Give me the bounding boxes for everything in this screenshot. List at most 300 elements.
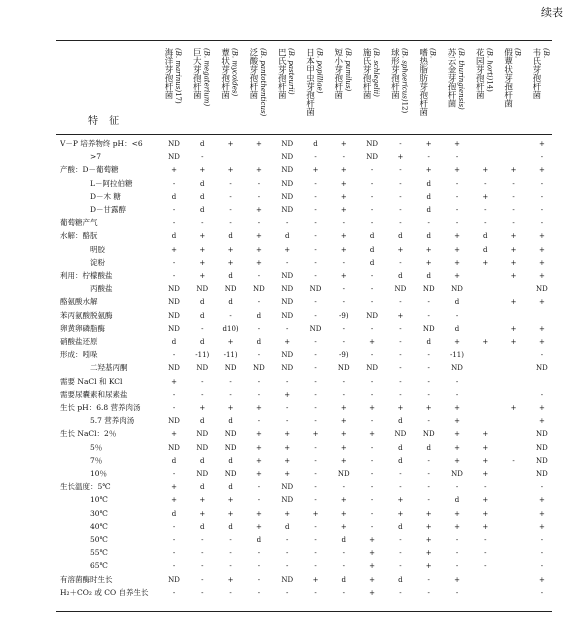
table-cell: ND bbox=[366, 140, 378, 148]
table-cell: d bbox=[200, 206, 205, 214]
table-cell bbox=[473, 138, 497, 150]
table-cell: + bbox=[482, 192, 489, 201]
table-cell: - bbox=[399, 258, 402, 267]
table-cell: ND bbox=[366, 364, 378, 373]
table-cell: - bbox=[172, 470, 176, 478]
table-cell: ND bbox=[281, 311, 294, 320]
table-cell: + bbox=[369, 338, 376, 346]
table-cell: - bbox=[229, 377, 232, 386]
table-cell bbox=[502, 151, 526, 163]
table-cell: ND bbox=[536, 456, 548, 465]
latin-name: (B. megaterium) bbox=[202, 48, 211, 107]
table-cell: - bbox=[399, 377, 402, 386]
table-cell: - bbox=[172, 258, 176, 267]
table-cell: ND bbox=[224, 285, 237, 294]
column-header-cn: 短小芽孢杆菌 bbox=[332, 48, 343, 99]
table-cell: + bbox=[482, 338, 489, 346]
column-header-cn: 泛酸芽孢杆菌 bbox=[247, 48, 258, 99]
table-cell: ND bbox=[536, 285, 548, 294]
column-header-latin bbox=[541, 48, 551, 128]
table-cell: - bbox=[314, 311, 317, 320]
table-cell: + bbox=[425, 522, 432, 531]
table-cell: + bbox=[199, 245, 206, 254]
table-cell: - bbox=[257, 192, 261, 201]
table-cell: + bbox=[340, 245, 347, 254]
table-cell: - bbox=[427, 417, 430, 426]
row-label: 卵黄卵磷脂酶 bbox=[60, 323, 105, 333]
column-header-latin bbox=[258, 48, 268, 128]
table-cell: d bbox=[200, 311, 205, 320]
table-cell: - bbox=[314, 404, 317, 412]
table-cell: d bbox=[228, 522, 233, 531]
table-cell: - bbox=[370, 496, 374, 505]
table-cell: - bbox=[257, 351, 261, 360]
row-label: 10％ bbox=[90, 469, 108, 478]
latin-name: (B. bbox=[513, 48, 522, 59]
latin-name: (B. thuringiensis) bbox=[457, 48, 465, 110]
table-cell: - bbox=[370, 522, 374, 531]
table-cell: ND bbox=[309, 324, 322, 333]
table-cell: + bbox=[340, 443, 347, 452]
table-cell: + bbox=[538, 575, 545, 584]
table-cell: ND bbox=[196, 430, 209, 439]
table-cell: + bbox=[510, 166, 517, 175]
column-header-cn: 施氏芽孢杆菌 bbox=[361, 48, 372, 99]
table-cell: + bbox=[340, 430, 347, 439]
table-cell bbox=[473, 574, 497, 586]
table-cell: - bbox=[257, 179, 261, 188]
table-cell: + bbox=[171, 483, 177, 492]
table-cell: + bbox=[510, 232, 517, 241]
table-cell: d bbox=[426, 272, 431, 280]
table-cell: - bbox=[370, 443, 374, 452]
table-cell: ND bbox=[281, 166, 294, 175]
table-cell: - bbox=[201, 549, 204, 558]
table-cell: - bbox=[427, 311, 430, 320]
row-label: 55℃ bbox=[90, 548, 108, 558]
table-cell: - bbox=[314, 417, 317, 426]
latin-name: (B. bbox=[428, 48, 437, 59]
table-cell: d bbox=[454, 324, 460, 333]
table-cell: - bbox=[399, 483, 402, 492]
table-cell: - bbox=[370, 417, 374, 426]
table-cell: + bbox=[454, 404, 460, 412]
table-cell: + bbox=[369, 549, 376, 558]
table-cell: - bbox=[229, 219, 232, 228]
row-label: D－甘露醇 bbox=[90, 205, 127, 214]
table-cell: + bbox=[538, 272, 545, 280]
column-header-latin bbox=[428, 48, 438, 128]
table-cell: - bbox=[314, 219, 317, 228]
table-cell: - bbox=[201, 390, 204, 399]
table-cell: + bbox=[454, 338, 460, 346]
table-cell: + bbox=[454, 430, 460, 439]
table-cell: -11) bbox=[449, 351, 464, 360]
table-cell: - bbox=[484, 562, 487, 571]
table-cell: ND bbox=[196, 285, 209, 294]
table-cell bbox=[502, 534, 526, 546]
table-cell: ND bbox=[253, 285, 265, 294]
table-cell: - bbox=[342, 562, 345, 571]
row-label: 7％ bbox=[90, 455, 103, 465]
table-cell: d bbox=[398, 232, 403, 241]
table-cell bbox=[473, 415, 497, 427]
table-cell: - bbox=[314, 338, 317, 346]
column-header-latin bbox=[456, 48, 466, 128]
table-cell: - bbox=[399, 219, 402, 228]
row-label: 利用：柠檬酸盐 bbox=[60, 271, 113, 280]
table-cell: + bbox=[312, 166, 319, 175]
table-cell: - bbox=[540, 483, 544, 492]
table-cell: + bbox=[199, 509, 206, 518]
table-cell: - bbox=[172, 522, 176, 531]
table-cell: d bbox=[200, 522, 205, 531]
table-cell bbox=[530, 376, 554, 388]
table-cell: + bbox=[482, 496, 489, 505]
table-cell: d bbox=[426, 443, 431, 452]
column-header-latin bbox=[399, 48, 409, 128]
table-cell: + bbox=[454, 272, 460, 280]
table-cell bbox=[502, 494, 526, 506]
table-cell: - bbox=[201, 324, 204, 333]
latin-name: (B. schlegelii) bbox=[372, 48, 381, 97]
table-cell: - bbox=[314, 364, 317, 373]
table-cell bbox=[473, 587, 497, 599]
column-header-latin bbox=[286, 48, 296, 128]
row-label: 产酸：D－葡萄糖 bbox=[60, 165, 119, 175]
row-label: 需要尿囊素和尿素盐 bbox=[60, 389, 128, 399]
table-cell: - bbox=[399, 364, 402, 373]
table-cell: + bbox=[425, 140, 432, 148]
table-cell: ND bbox=[281, 179, 294, 188]
table-cell: - bbox=[370, 298, 374, 307]
table-cell: - bbox=[427, 575, 430, 584]
table-cell: + bbox=[227, 496, 234, 505]
table-cell: + bbox=[538, 404, 545, 412]
column-header-latin bbox=[315, 48, 325, 128]
table-cell: - bbox=[286, 417, 289, 426]
table-cell bbox=[502, 415, 526, 427]
table-cell: - bbox=[455, 549, 459, 558]
table-cell: + bbox=[482, 258, 489, 267]
column-header-latin bbox=[371, 48, 381, 128]
table-cell: - bbox=[455, 179, 459, 188]
table-cell: - bbox=[229, 390, 232, 399]
row-label: 丙酸盐 bbox=[90, 284, 113, 294]
table-cell: + bbox=[340, 417, 347, 426]
table-cell: - bbox=[257, 496, 261, 505]
row-label: 需要 NaCl 和 KCl bbox=[60, 376, 123, 386]
table-cell: + bbox=[284, 509, 291, 518]
table-cell: + bbox=[171, 377, 177, 386]
table-cell: + bbox=[454, 509, 460, 518]
table-cell: - bbox=[370, 179, 374, 188]
table-cell: ND bbox=[309, 285, 322, 294]
table-cell: - bbox=[540, 219, 544, 228]
table-cell: - bbox=[370, 166, 374, 175]
table-cell: - bbox=[342, 285, 345, 294]
table-cell: - bbox=[229, 206, 232, 214]
table-cell: ND bbox=[536, 364, 548, 373]
table-cell: + bbox=[255, 430, 262, 439]
table-cell: ND bbox=[281, 192, 294, 201]
row-label: 生长 pH：6.8 营养肉汤 bbox=[60, 403, 141, 412]
table-cell bbox=[502, 138, 526, 150]
table-cell: - bbox=[286, 549, 289, 558]
row-label: 葡萄糖产气 bbox=[60, 218, 98, 228]
table-cell: ND bbox=[281, 298, 294, 307]
table-cell: + bbox=[284, 390, 291, 399]
table-cell: d bbox=[398, 456, 403, 465]
reference-mark: 14) bbox=[485, 80, 494, 92]
table-cell: - bbox=[484, 206, 487, 214]
table-cell: - bbox=[540, 588, 544, 597]
table-cell: - bbox=[455, 562, 459, 571]
table-cell: - bbox=[370, 206, 374, 214]
column-header-cn: 苏云金芽孢杆菌 bbox=[446, 48, 456, 108]
table-cell: + bbox=[255, 443, 262, 452]
table-cell: + bbox=[255, 166, 262, 175]
table-cell: - bbox=[172, 404, 176, 412]
table-cell: - bbox=[540, 549, 544, 558]
table-cell: - bbox=[455, 483, 459, 492]
table-cell: + bbox=[255, 470, 262, 478]
table-cell: ND bbox=[281, 285, 294, 294]
table-cell: + bbox=[454, 456, 460, 465]
table-cell: + bbox=[340, 404, 347, 412]
column-header-cn: 巨大芽孢杆菌 bbox=[191, 48, 202, 99]
row-label: 生长 NaCl：2％ bbox=[60, 429, 117, 439]
table-cell: - bbox=[455, 588, 459, 597]
table-cell: - bbox=[342, 377, 345, 386]
table-cell: - bbox=[172, 179, 176, 188]
table-cell: ND bbox=[337, 364, 350, 373]
latin-name: (B. pasteurii) bbox=[287, 48, 296, 95]
table-cell: d bbox=[398, 575, 403, 584]
table-cell: + bbox=[454, 245, 460, 254]
table-cell: ND bbox=[281, 140, 294, 148]
table-cell bbox=[502, 560, 526, 572]
table-cell: d bbox=[200, 338, 205, 346]
column-header-cn: 日本甲虫芽孢杆菌 bbox=[304, 48, 315, 116]
table-cell: - bbox=[286, 562, 289, 571]
table-cell: - bbox=[201, 219, 204, 228]
table-cell: d bbox=[171, 192, 177, 201]
table-cell: - bbox=[342, 153, 345, 162]
table-cell: ND bbox=[224, 470, 237, 478]
column-header-latin bbox=[173, 48, 183, 128]
row-label: 形成：吲哚 bbox=[60, 350, 98, 360]
table-cell: - bbox=[257, 549, 261, 558]
table-cell: d bbox=[369, 232, 375, 241]
table-cell: - bbox=[427, 298, 430, 307]
column-header-latin bbox=[513, 48, 523, 128]
table-cell: - bbox=[257, 298, 261, 307]
table-cell: + bbox=[284, 456, 291, 465]
table-cell: - bbox=[257, 390, 261, 399]
table-cell: + bbox=[340, 179, 347, 188]
table-cell: + bbox=[482, 456, 489, 465]
table-cell bbox=[502, 349, 526, 361]
table-cell: - bbox=[455, 536, 459, 544]
table-cell: - bbox=[540, 562, 544, 571]
table-cell: + bbox=[482, 509, 489, 518]
latin-name: (B. marinus) bbox=[174, 48, 182, 93]
table-cell: + bbox=[199, 258, 206, 267]
table-cell: - bbox=[172, 390, 176, 399]
table-cell: - bbox=[370, 219, 374, 228]
table-cell: - bbox=[342, 298, 345, 307]
row-label: H₂＋CO₂ 或 CO 自养生长 bbox=[60, 587, 149, 597]
table-cell: - bbox=[370, 509, 374, 518]
table-cell: - bbox=[172, 549, 176, 558]
table-cell bbox=[473, 389, 497, 401]
table-cell: - bbox=[484, 536, 487, 544]
row-label: 水解：酪朊 bbox=[60, 231, 98, 241]
table-cell: - bbox=[512, 206, 515, 214]
table-cell: ND bbox=[422, 285, 435, 294]
table-cell: + bbox=[425, 536, 432, 544]
table-cell: - bbox=[427, 351, 430, 360]
table-cell: - bbox=[314, 192, 317, 201]
row-label: D－木 糖 bbox=[90, 191, 121, 201]
table-cell: - bbox=[427, 153, 430, 162]
table-cell: + bbox=[397, 404, 404, 412]
row-label: 50℃ bbox=[90, 535, 108, 544]
table-cell: d bbox=[313, 140, 318, 148]
table-cell: ND bbox=[281, 575, 294, 584]
column-header-latin bbox=[343, 48, 353, 128]
table-cell: ND bbox=[451, 470, 463, 478]
table-cell: + bbox=[482, 470, 489, 478]
row-label: 65℃ bbox=[90, 561, 108, 571]
table-cell bbox=[502, 428, 526, 440]
row-label: 二羟基丙酮 bbox=[90, 363, 128, 373]
latin-name: (B. sphaericus) bbox=[400, 48, 409, 102]
table-cell: + bbox=[369, 536, 376, 544]
table-cell: - bbox=[286, 258, 289, 267]
table-cell: d bbox=[426, 179, 431, 188]
table-cell: + bbox=[312, 509, 319, 518]
table-cell: - bbox=[455, 377, 459, 386]
table-cell: + bbox=[482, 430, 489, 439]
table-cell: - bbox=[427, 496, 430, 505]
row-label: 明胶 bbox=[90, 244, 105, 254]
table-cell: - bbox=[257, 272, 261, 280]
table-cell bbox=[473, 323, 497, 335]
table-cell: - bbox=[427, 364, 430, 373]
table-cell: d bbox=[171, 338, 177, 346]
table-cell: + bbox=[454, 575, 460, 584]
table-cell: + bbox=[255, 456, 262, 465]
table-cell bbox=[502, 310, 526, 322]
table-cell: - bbox=[370, 390, 374, 399]
table-cell: + bbox=[425, 549, 432, 558]
table-cell: - bbox=[484, 219, 487, 228]
table-cell: + bbox=[397, 153, 404, 162]
table-cell: d bbox=[228, 232, 233, 241]
table-cell: - bbox=[399, 179, 402, 188]
table-cell: - bbox=[512, 456, 515, 465]
table-cell: + bbox=[482, 522, 489, 531]
table-cell: ND bbox=[196, 364, 209, 373]
table-cell: ND bbox=[394, 430, 407, 439]
column-header-latin bbox=[230, 48, 240, 128]
table-cell: d bbox=[341, 536, 347, 544]
table-cell: ND bbox=[366, 311, 378, 320]
column-header-cn: 蕈状芽孢杆菌 bbox=[219, 48, 230, 99]
table-cell: - bbox=[427, 483, 430, 492]
table-cell: + bbox=[227, 509, 234, 518]
top-rule bbox=[56, 40, 552, 41]
feature-header: 特 征 bbox=[88, 116, 124, 127]
table-cell: - bbox=[229, 549, 232, 558]
table-cell: - bbox=[427, 588, 430, 597]
table-cell: + bbox=[340, 522, 347, 531]
table-cell: - bbox=[314, 153, 317, 162]
table-cell: - bbox=[257, 483, 261, 492]
table-cell: - bbox=[314, 588, 317, 597]
table-cell: ND bbox=[196, 470, 209, 478]
column-header-cn: 巴氏芽孢杆菌 bbox=[276, 48, 287, 99]
row-label: 10℃ bbox=[90, 495, 108, 505]
table-cell bbox=[502, 389, 526, 401]
table-cell: - bbox=[399, 192, 402, 201]
table-cell: - bbox=[314, 443, 317, 452]
row-label: 5％ bbox=[90, 442, 103, 452]
table-cell: + bbox=[312, 430, 319, 439]
table-cell: - bbox=[342, 483, 345, 492]
table-cell bbox=[530, 310, 554, 322]
table-cell: + bbox=[284, 338, 291, 346]
latin-name: (B. mycoides) bbox=[230, 48, 239, 97]
table-cell: - bbox=[399, 390, 402, 399]
table-cell: d bbox=[200, 179, 205, 188]
table-cell: + bbox=[538, 232, 545, 241]
table-cell bbox=[502, 508, 526, 520]
table-cell: d bbox=[398, 272, 403, 280]
table-cell bbox=[473, 349, 497, 361]
table-cell: ND bbox=[366, 153, 378, 162]
table-cell: -9) bbox=[339, 311, 349, 320]
table-cell: - bbox=[455, 219, 459, 228]
table-cell: + bbox=[255, 140, 262, 148]
table-cell: + bbox=[538, 258, 545, 267]
table-cell: - bbox=[427, 390, 430, 399]
table-cell: d bbox=[200, 456, 205, 465]
table-cell: ND bbox=[451, 364, 463, 373]
table-cell: ND bbox=[451, 285, 463, 294]
column-header-cn: 球形芽孢杆菌 bbox=[389, 48, 400, 99]
table-cell: + bbox=[538, 166, 545, 175]
table-cell: - bbox=[455, 390, 459, 399]
table-cell: - bbox=[399, 166, 402, 175]
table-cell: + bbox=[510, 324, 517, 333]
table-cell: - bbox=[314, 258, 317, 267]
table-cell: + bbox=[397, 496, 404, 505]
table-cell: - bbox=[229, 179, 232, 188]
table-cell: - bbox=[342, 324, 345, 333]
table-cell bbox=[502, 574, 526, 586]
table-cell: + bbox=[397, 509, 404, 518]
table-cell: + bbox=[425, 258, 432, 267]
reference-mark: 12) bbox=[400, 101, 409, 114]
table-cell: + bbox=[397, 245, 404, 254]
table-cell: + bbox=[538, 338, 545, 346]
table-cell: - bbox=[427, 456, 430, 465]
table-cell bbox=[502, 442, 526, 454]
table-cell bbox=[473, 310, 497, 322]
